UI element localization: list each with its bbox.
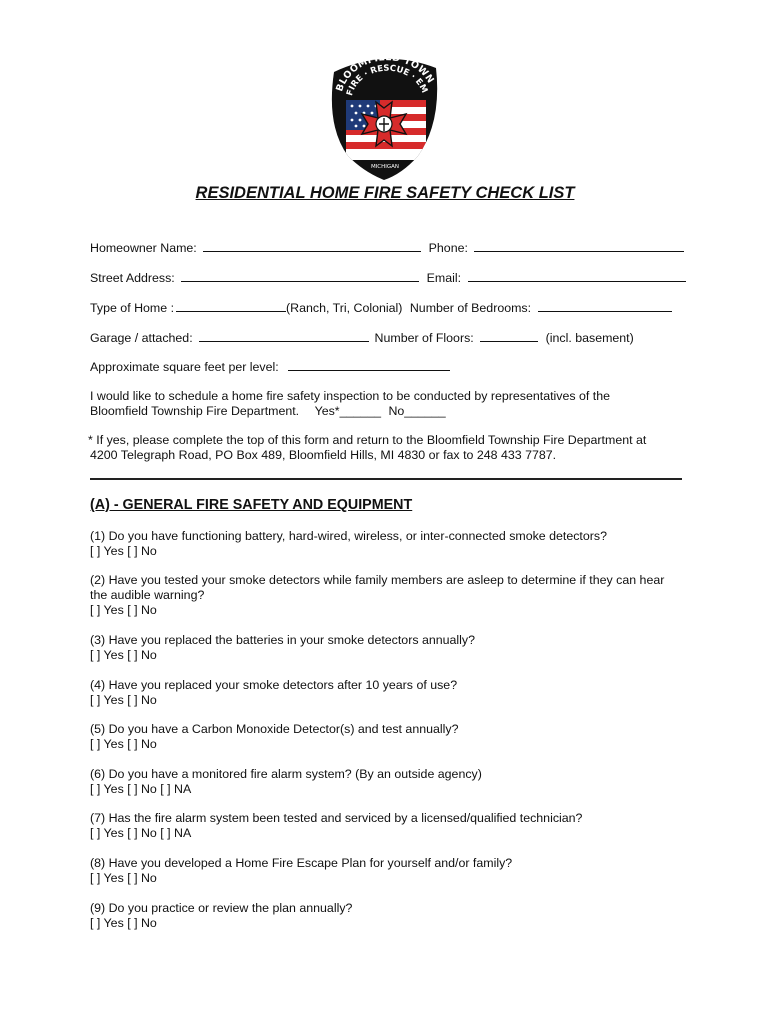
street-address-label: Street Address: [90, 271, 175, 285]
schedule-department-text: Bloomfield Township Fire Department. [90, 404, 300, 418]
schedule-no-option[interactable]: No______ [388, 404, 446, 418]
sqft-row [90, 359, 450, 375]
question-options[interactable]: [ ] Yes [ ] No [ ] NA [90, 782, 192, 796]
question-options[interactable]: [ ] Yes [ ] No [90, 916, 157, 930]
garage-label: Garage / attached: [90, 331, 193, 345]
question-text: (3) Have you replaced the batteries in your smoke detectors annually? [90, 633, 476, 647]
question-7 [90, 811, 690, 841]
phone-label: Phone: [428, 241, 468, 255]
township-fire-logo [326, 52, 444, 182]
logo-sub-text: FIRE · RESCUE · EM [345, 63, 430, 97]
schedule-line-1: I would like to schedule a home fire safety inspection to be conducted by representatives of the [90, 389, 611, 403]
email-label: Email: [426, 271, 462, 285]
bedrooms-field[interactable] [538, 300, 672, 312]
type-of-home-row [90, 300, 672, 316]
phone-field[interactable] [474, 240, 684, 252]
logo-arc-text: BLOOMFIELD TOWN [334, 52, 436, 93]
question-options[interactable]: [ ] Yes [ ] No [90, 648, 157, 662]
homeowner-name-label: Homeowner Name: [90, 241, 197, 255]
homeowner-name-field[interactable] [203, 240, 421, 252]
section-a-title: (A) - GENERAL FIRE SAFETY AND EQUIPMENT [90, 497, 413, 513]
question-options[interactable]: [ ] Yes [ ] No [90, 603, 157, 617]
sqft-label: Approximate square feet per level: [90, 360, 279, 374]
type-of-home-label: Type of Home : [90, 301, 175, 315]
question-text-continued: the audible warning? [90, 588, 205, 602]
question-options[interactable]: [ ] Yes [ ] No [90, 737, 157, 751]
note-line-1: * If yes, please complete the top of this form and return to the Bloomfield Township Fire Department at [88, 433, 647, 447]
question-8 [90, 856, 690, 886]
floors-field[interactable] [480, 330, 538, 342]
floors-hint: (incl. basement) [545, 331, 634, 345]
garage-row [90, 330, 634, 346]
logo-bottom-text: MICHIGAN [370, 164, 400, 170]
question-text: (7) Has the fire alarm system been tested and serviced by a licensed/qualified technician? [90, 811, 583, 825]
schedule-line-2 [90, 404, 446, 419]
sqft-field[interactable] [288, 359, 450, 371]
question-6 [90, 767, 690, 797]
question-text: (6) Do you have a monitored fire alarm system? (By an outside agency) [90, 767, 482, 781]
homeowner-name-row [90, 240, 684, 256]
question-text: (1) Do you have functioning battery, hard-wired, wireless, or inter-connected smoke detectors? [90, 529, 607, 543]
floors-label: Number of Floors: [374, 331, 474, 345]
page-title: RESIDENTIAL HOME FIRE SAFETY CHECK LIST [195, 184, 575, 202]
question-options[interactable]: [ ] Yes [ ] No [ ] NA [90, 826, 192, 840]
question-4 [90, 678, 690, 708]
type-of-home-field[interactable] [176, 300, 286, 312]
bedrooms-label: Number of Bedrooms: [409, 301, 532, 315]
street-address-row [90, 270, 686, 286]
question-options[interactable]: [ ] Yes [ ] No [90, 544, 157, 558]
email-field[interactable] [468, 270, 686, 282]
question-9 [90, 901, 690, 931]
question-3 [90, 633, 690, 663]
garage-field[interactable] [199, 330, 369, 342]
question-2 [90, 573, 690, 618]
schedule-yes-option[interactable]: Yes*______ [314, 404, 381, 418]
question-text: (8) Have you developed a Home Fire Escape Plan for yourself and/or family? [90, 856, 513, 870]
question-text: (4) Have you replaced your smoke detectors after 10 years of use? [90, 678, 458, 692]
question-1 [90, 529, 690, 559]
question-options[interactable]: [ ] Yes [ ] No [90, 871, 157, 885]
section-divider [90, 478, 682, 480]
street-address-field[interactable] [181, 270, 419, 282]
question-options[interactable]: [ ] Yes [ ] No [90, 693, 157, 707]
question-text: (9) Do you practice or review the plan annually? [90, 901, 353, 915]
question-text: (2) Have you tested your smoke detectors while family members are asleep to determine if they can hear [90, 573, 665, 587]
question-5 [90, 722, 690, 752]
type-of-home-hint: (Ranch, Tri, Colonial) [286, 301, 403, 315]
question-text: (5) Do you have a Carbon Monoxide Detector(s) and test annually? [90, 722, 459, 736]
note-line-2: 4200 Telegraph Road, PO Box 489, Bloomfield Hills, MI 4830 or fax to 248 433 7787. [90, 448, 557, 462]
